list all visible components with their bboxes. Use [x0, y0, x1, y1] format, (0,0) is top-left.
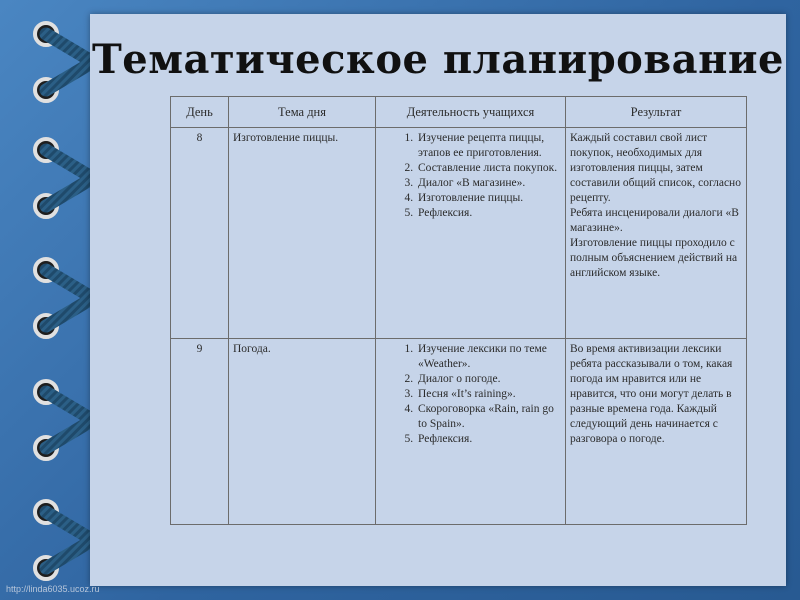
result-text: Ребята инсценировали диалоги «В магазине».	[570, 207, 739, 234]
list-item: 5. Рефлексия.	[416, 206, 561, 221]
list-item: 1. Изучение лексики по теме «Weather».	[416, 342, 561, 372]
cell-day: 9	[171, 339, 229, 525]
cell-activities	[376, 128, 566, 339]
list-item: 2. Диалог о погоде.	[416, 372, 561, 387]
list-item: 4. Изготовление пиццы.	[416, 191, 561, 206]
cell-activities	[376, 339, 566, 525]
cell-result	[566, 339, 747, 525]
list-item: 3. Песня «It’s raining».	[416, 387, 561, 402]
result-text: Изготовление пиццы проходило с полным объяснением действий на английском языке.	[570, 237, 738, 279]
table-header-row	[171, 97, 747, 128]
table-row	[171, 339, 747, 525]
cell-topic: Изготовление пиццы.	[229, 128, 376, 339]
planning-table	[170, 96, 747, 525]
list-item: 3. Диалог «В магазине».	[416, 176, 561, 191]
footer-url: http://linda6035.ucoz.ru	[6, 584, 100, 594]
list-item: 2. Составление листа покупок.	[416, 161, 561, 176]
table-row	[171, 128, 747, 339]
cell-day: 8	[171, 128, 229, 339]
result-text: Во время активизации лексики ребята рассказывали о том, какая погода им нравится или не нравится, что они могут делать в разные времена года. Каждый следующий день начинается с разговора о погоде.	[570, 343, 733, 445]
header-activity: Деятельность учащихся	[376, 97, 566, 128]
header-day: День	[171, 97, 229, 128]
activity-list	[380, 131, 561, 221]
result-text: Каждый составил свой лист покупок, необходимых для изготовления пиццы, затем составили общий список, согласно рецепту.	[570, 132, 741, 204]
list-item: 1. Изучение рецепта пиццы, этапов ее приготовления.	[416, 131, 561, 161]
header-topic: Тема дня	[229, 97, 376, 128]
cell-result	[566, 128, 747, 339]
list-item: 5. Рефлексия.	[416, 432, 561, 447]
header-result: Результат	[566, 97, 747, 128]
slide-title: Тематическое планирование	[92, 36, 784, 83]
cell-topic: Погода.	[229, 339, 376, 525]
list-item: 4. Скороговорка «Rain, rain go to Spain».	[416, 402, 561, 432]
activity-list	[380, 342, 561, 447]
